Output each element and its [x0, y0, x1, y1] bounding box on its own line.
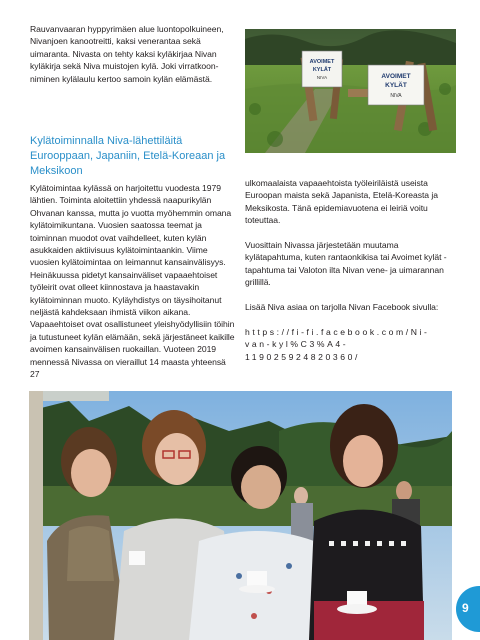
photo-signs-illustration	[245, 29, 456, 153]
photo-signs	[245, 29, 456, 153]
photo-volunteers-illustration	[29, 391, 452, 640]
right-column-paragraph: Vuosittain Nivassa järjestetään muutama kylätapahtuma, kuten rantaonkikisa tai Avoimet kylät -tapahtuma tai Valoton ilta Nivan vene- ja uimarannan grillillä.	[245, 240, 447, 288]
sign-left-text-1: AVOIMET	[309, 59, 335, 65]
sign-right-text-3: NIVA	[390, 93, 402, 99]
sign-left-text-2: KYLÄT	[312, 67, 332, 73]
facebook-url[interactable]	[245, 326, 455, 363]
facebook-url-line1: https://fi-fi.facebook.com/Ni-	[245, 326, 430, 337]
sign-left-text-3: NIVA	[316, 75, 328, 80]
left-column-text: Kylätoimintaa kylässä on harjoitettu vuodesta 1979 lähtien. Toiminta aloitettiin yhdessä naapurikylän Ohvanan kanssa, mutta jo vuotta myöhemmin omana kylätoimikuntana. Vuosien saatossa teemat ja toiminnan muodot ovat vaihdelleet, kuten kylän asukkaiden aktiivisuus kylätoimintaankin. Viime vuosien kylätoimintaa on leimannut kansainvälisyys. Heinäkuussa pidetyt kansainväliset vapaaehtoiset työleirit ovat olleet kiinnostava ja haastavakin kylätoiminnan muoto. Kyläyhdistys on täysihoitanut neljästä kahdeksaan ihmistä viikon aikana. Vapaaehtoiset ovat osallistuneet yleishyödyllisiin töihin ja tutustuneet kylän elämään, sekä järjestäneet kaikille avoimen kansainvälisen ruokaillan. Vuoteen 2019 mennessä Nivassa on vieraillut 14 maasta yhteensä 27	[30, 183, 235, 380]
photo-volunteers	[29, 391, 452, 640]
facebook-intro: Lisää Niva asiaa on tarjolla Nivan Facebook sivulla:	[245, 302, 439, 313]
intro-paragraph: Rauvanvaaran hyppyrimäen alue luontopolkuineen, Nivanjoen kanootreitti, kaksi venerantaa sekä uimaranta. Nivasta on tehty kaksi kyläkirjaa Nivan kyläkirja sekä Niva muistojen kylä. Joki virratkoon-niminen kylälaulu kertoo samoin kylän elämästä.	[30, 24, 224, 84]
right-column	[245, 177, 455, 375]
sign-right-text-1: AVOIMET	[381, 73, 411, 80]
page-number: 9	[462, 601, 469, 615]
facebook-url-line2: van-kyl%C3%A4-119025924820360/	[245, 339, 361, 362]
section-heading: Kylätoiminnalla Niva-lähettiläitä Eurooppaan, Japaniin, Etelä-Koreaan ja Meksikoon	[30, 135, 226, 177]
right-column-paragraph: ulkomaalaista vapaaehtoista työleiriläistä useista Euroopan maista sekä Japanista, Etelä-Koreasta ja Meksikosta. Tänä epidemiavuotena ei leiriä voitu toteuttaa.	[245, 178, 438, 226]
sign-right-text-2: KYLÄT	[385, 82, 407, 89]
